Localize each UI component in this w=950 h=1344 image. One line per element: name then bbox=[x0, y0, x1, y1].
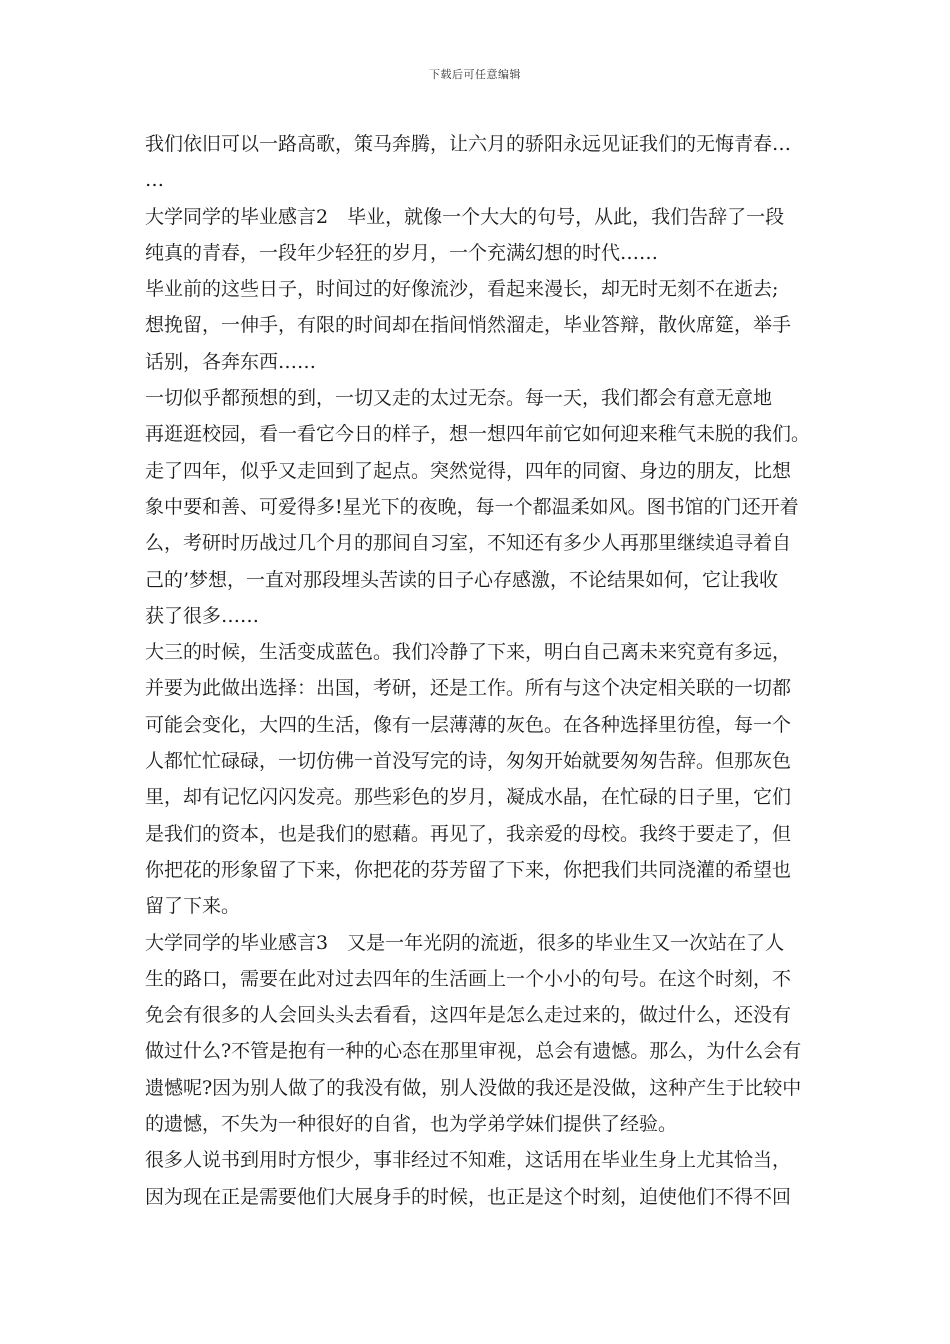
text-line: 大学同学的毕业感言2 毕业，就像一个大大的句号，从此，我们告辞了一段 bbox=[145, 205, 785, 228]
header-note: 下载后可任意编辑 bbox=[429, 68, 521, 81]
text-line: 并要为此做出选择：出国，考研，还是工作。所有与这个决定相关联的一切都 bbox=[145, 677, 792, 700]
text-line: 留了下来。 bbox=[145, 895, 241, 918]
document-body bbox=[145, 126, 811, 1215]
text-line: 获了很多…… bbox=[145, 604, 260, 627]
text-line: 毕业前的这些日子，时间过的好像流沙，看起来漫长，却无时无刻不在逝去; bbox=[145, 278, 779, 301]
text-line: 因为现在正是需要他们大展身手的时候，也正是这个时刻，迫使他们不得不回 bbox=[145, 1185, 792, 1208]
text-line: 里，却有记忆闪闪发亮。那些彩色的岁月，凝成水晶，在忙碌的日子里，它们 bbox=[145, 786, 792, 809]
text-line: 是我们的资本，也是我们的慰藉。再见了，我亲爱的母校。我终于要走了，但 bbox=[145, 822, 792, 845]
text-line: 纯真的青春，一段年少轻狂的岁月，一个充满幻想的时代…… bbox=[145, 241, 659, 264]
text-line: 一切似乎都预想的到，一切又走的太过无奈。每一天，我们都会有意无意地 bbox=[145, 387, 773, 410]
text-line: 遗憾呢?因为别人做了的我没有做，别人没做的我还是没做，这种产生于比较中 bbox=[145, 1076, 802, 1099]
text-line: 走了四年，似乎又走回到了起点。突然觉得，四年的同窗、身边的朋友，比想 bbox=[145, 459, 792, 482]
text-line: 话别，各奔东西…… bbox=[145, 350, 317, 373]
text-line: 再逛逛校园，看一看它今日的样子，想一想四年前它如何迎来稚气未脱的我们。 bbox=[145, 423, 811, 446]
text-line: 想挽留，一伸手，有限的时间却在指间悄然溜走，毕业答辩，散伙席筵，举手 bbox=[145, 314, 792, 337]
text-line: 很多人说书到用时方恨少，事非经过不知难，这话用在毕业生身上尤其恰当， bbox=[145, 1149, 792, 1172]
text-line: 免会有很多的人会回头头去看看，这四年是怎么走过来的，做过什么，还没有 bbox=[145, 1004, 792, 1027]
text-line: 己的’梦想，一直对那段埋头苦读的日子心存感激，不论结果如何，它让我收 bbox=[145, 568, 779, 591]
text-line: 生的路口，需要在此对过去四年的生活画上一个小小的句号。在这个时刻，不 bbox=[145, 967, 792, 990]
text-line: 你把花的形象留了下来，你把花的芬芳留了下来，你把我们共同浇灌的希望也 bbox=[145, 858, 792, 881]
text-line: 大学同学的毕业感言3 又是一年光阴的流逝，很多的毕业生又一次站在了人 bbox=[145, 931, 785, 954]
text-line: 么，考研时历战过几个月的那间自习室，不知还有多少人再那里继续追寻着自 bbox=[145, 532, 792, 555]
text-line: 我们依旧可以一路高歌，策马奔腾，让六月的骄阳永远见证我们的无悔青春… bbox=[145, 133, 792, 155]
text-line: 象中要和善、可爱得多!星光下的夜晚，每一个都温柔如风。图书馆的门还开着 bbox=[145, 495, 799, 518]
text-line: 大三的时候，生活变成蓝色。我们冷静了下来，明白自己离未来究竟有多远， bbox=[145, 641, 792, 664]
text-line: 的遗憾，不失为一种很好的自省，也为学弟学妹们提供了经验。 bbox=[145, 1113, 678, 1136]
text-line: 可能会变化，大四的生活，像有一层薄薄的灰色。在各种选择里彷徨，每一个 bbox=[145, 713, 792, 736]
text-line: 人都忙忙碌碌，一切仿佛一首没写完的诗，匆匆开始就要匆匆告辞。但那灰色 bbox=[145, 750, 792, 773]
text-line: 做过什么?不管是抱有一种的心态在那里审视，总会有遗憾。那么，为什么会有 bbox=[145, 1040, 802, 1063]
text-line: … bbox=[145, 169, 164, 192]
